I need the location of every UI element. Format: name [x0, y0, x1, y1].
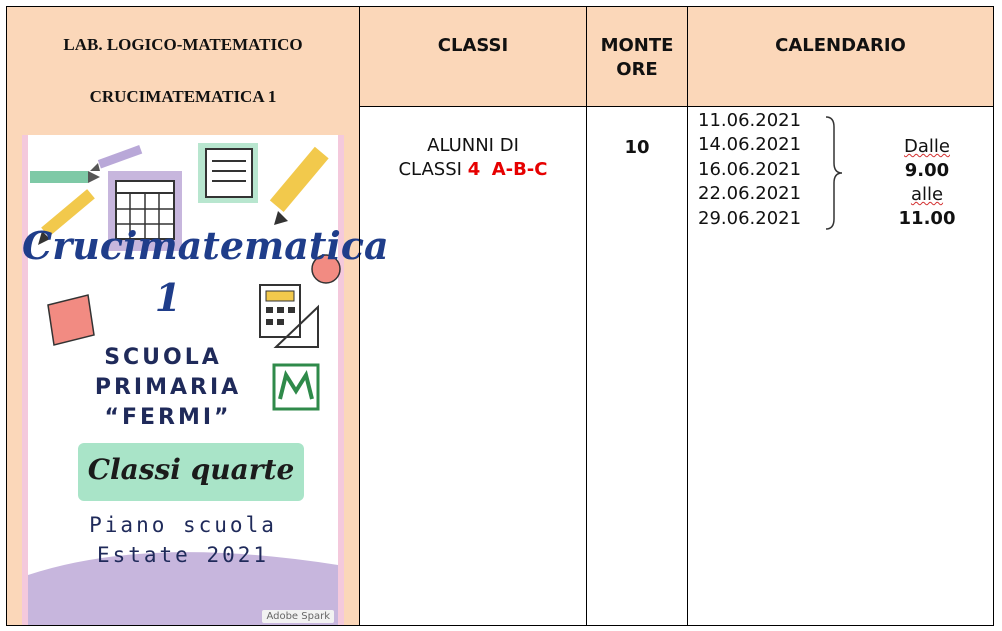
header-calendario: CALENDARIO	[775, 35, 906, 56]
date-item: 11.06.2021	[698, 110, 802, 131]
poster-band	[78, 443, 304, 501]
date-item: 16.06.2021	[698, 158, 802, 180]
schedule-table	[6, 6, 994, 626]
poster-piano-line2: Estate 2021	[96, 543, 270, 567]
poster-image	[22, 135, 389, 625]
monte-ore-value: 10	[624, 137, 650, 158]
time-range	[884, 135, 970, 231]
time-end: 11.00	[898, 208, 956, 229]
poster-school-line1: SCUOLA	[104, 345, 222, 370]
big-pencil-icon	[270, 147, 329, 225]
poster-school-line2: PRIMARIA	[94, 375, 242, 400]
poster-band-text: Classi quarte	[87, 453, 295, 486]
poster-piano-line1: Piano scuola	[89, 513, 277, 537]
crayon-icon	[30, 171, 100, 183]
lab-cell	[6, 6, 389, 626]
classi-cell	[359, 106, 587, 626]
monte-ore-cell	[586, 106, 688, 626]
date-item: 22.06.2021	[698, 183, 802, 205]
classi-number: 4	[467, 159, 481, 180]
date-item: 14.06.2021	[698, 134, 802, 156]
classi-line2	[360, 159, 586, 180]
adobe-spark-watermark: Adobe Spark	[262, 610, 334, 623]
header-monte-line1: MONTE	[600, 35, 674, 56]
time-alle: alle	[910, 184, 944, 205]
lab-title: LAB. LOGICO-MATEMATICO	[63, 35, 303, 54]
header-monte-line2: ORE	[616, 59, 658, 80]
classi-line1: ALUNNI DI	[427, 135, 519, 156]
header-classi-cell	[359, 6, 587, 107]
calendario-cell	[687, 106, 994, 626]
lab-subtitle: CRUCIMATEMATICA 1	[89, 87, 277, 106]
pencil-icon	[90, 145, 142, 171]
date-list	[698, 109, 801, 231]
date-item: 29.06.2021	[698, 207, 802, 229]
header-monte-cell	[586, 6, 688, 107]
poster-title: Crucimatematica	[22, 223, 389, 268]
right-brace-icon	[824, 115, 848, 233]
notebook-icon	[198, 143, 258, 203]
classi-sections: A-B-C	[491, 159, 548, 180]
classi-prefix: CLASSI	[398, 159, 462, 180]
header-classi: CLASSI	[437, 35, 509, 56]
header-calendario-cell	[687, 6, 994, 107]
poster-title-number: 1	[154, 275, 182, 320]
poster-school-line3: “FERMI”	[104, 405, 232, 430]
time-start: 9.00	[904, 160, 950, 181]
time-dalle: Dalle	[904, 136, 950, 157]
